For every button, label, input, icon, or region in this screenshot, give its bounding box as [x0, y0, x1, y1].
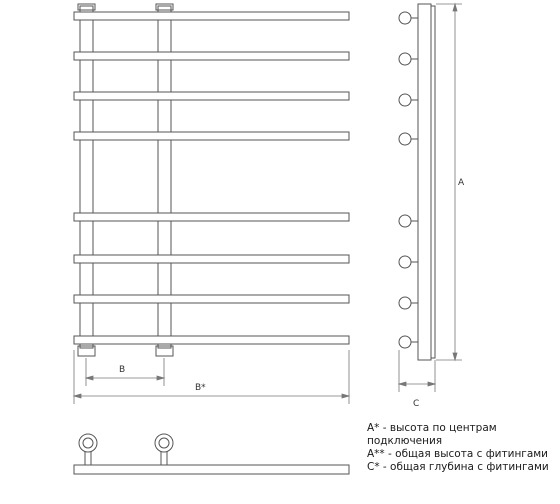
- side-bar-knob: [399, 53, 418, 65]
- horizontal-bar: [74, 255, 349, 263]
- legend-entry-a-star: A* - высота по центрам подключения: [367, 422, 497, 447]
- legend: [367, 422, 557, 474]
- side-bar-knob: [399, 336, 418, 348]
- horizontal-bar: [74, 92, 349, 100]
- bottom-view-right-fitting: [155, 434, 173, 465]
- bottom-view-bar: [74, 465, 349, 474]
- side-bar-knob: [399, 133, 418, 145]
- horizontal-bar: [74, 336, 349, 344]
- horizontal-bar: [74, 12, 349, 20]
- side-riser-back: [431, 6, 435, 358]
- dimension-c: [399, 350, 435, 392]
- side-bar-knob: [399, 256, 418, 268]
- legend-entry-c-star: C* - общая глубина с фитингами: [367, 461, 549, 473]
- dimension-c-label: C: [413, 399, 420, 409]
- side-bar-knob: [399, 297, 418, 309]
- side-bar-knob: [399, 215, 418, 227]
- dimension-b-star: [74, 350, 349, 404]
- horizontal-bar: [74, 52, 349, 60]
- front-view: [74, 4, 349, 356]
- bottom-view-left-fitting: [79, 434, 97, 465]
- dimension-b-label: B: [119, 365, 126, 375]
- right-top-cap: [156, 4, 173, 10]
- bottom-view: [74, 434, 349, 474]
- dimension-b-star-label: B*: [195, 383, 206, 393]
- side-bar-knob: [399, 12, 418, 24]
- horizontal-bar: [74, 295, 349, 303]
- side-riser: [418, 4, 431, 360]
- side-bar-knob: [399, 94, 418, 106]
- horizontal-bar: [74, 213, 349, 221]
- dimension-a-label: A: [458, 178, 465, 188]
- legend-entry-a-double-star: A** - общая высота с фитингами: [367, 448, 549, 460]
- left-top-cap: [78, 4, 95, 10]
- horizontal-bar: [74, 132, 349, 140]
- side-view: [399, 4, 435, 360]
